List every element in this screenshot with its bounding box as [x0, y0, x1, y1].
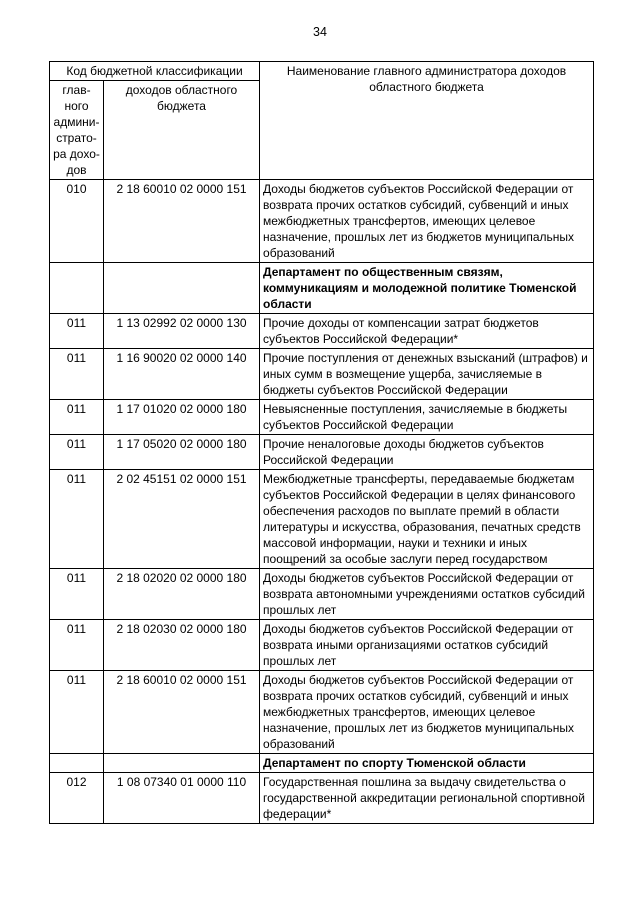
- table-row: [50, 671, 594, 754]
- cell-income-name: Доходы бюджетов субъектов Российской Федерации от возврата прочих остатков субсидий, субвенций и иных межбюджетных трансфертов, имеющих целевое назначение, прошлых лет из бюджетов муниципальных образований: [260, 180, 594, 263]
- header-regional-budget-income: доходов областного бюджета: [104, 81, 260, 180]
- cell-income-code: 2 18 60010 02 0000 151: [104, 671, 260, 754]
- cell-income-name: Прочие поступления от денежных взысканий (штрафов) и иных сумм в возмещение ущерба, зачисляемые в бюджеты субъектов Российской Федерации: [260, 349, 594, 400]
- table-row: [50, 349, 594, 400]
- cell-income-code: 2 02 45151 02 0000 151: [104, 470, 260, 569]
- cell-income-name: Прочие неналоговые доходы бюджетов субъектов Российской Федерации: [260, 435, 594, 470]
- cell-administrator-code: 011: [50, 435, 104, 470]
- table-row: [50, 435, 594, 470]
- table-row: [50, 773, 594, 824]
- header-chief-administrator: глав-ного админи-страто-ра дохо-дов: [50, 81, 104, 180]
- cell-income-name: Прочие доходы от компенсации затрат бюджетов субъектов Российской Федерации*: [260, 314, 594, 349]
- header-budget-classification-code: Код бюджетной классификации: [50, 62, 260, 81]
- table-row: [50, 620, 594, 671]
- budget-classification-table: [49, 61, 594, 824]
- cell-income-name: Государственная пошлина за выдачу свидетельства о государственной аккредитации региональной спортивной федерации*: [260, 773, 594, 824]
- table-row: [50, 569, 594, 620]
- cell-income-name: Невыясненные поступления, зачисляемые в бюджеты субъектов Российской Федерации: [260, 400, 594, 435]
- cell-administrator-code: 011: [50, 620, 104, 671]
- cell-administrator-code: 011: [50, 314, 104, 349]
- header-administrator-name: Наименование главного администратора доходов областного бюджета: [260, 62, 594, 180]
- cell-department-name: Департамент по спорту Тюменской области: [260, 754, 594, 773]
- cell-administrator-code: 012: [50, 773, 104, 824]
- cell-income-code: 1 08 07340 01 0000 110: [104, 773, 260, 824]
- table-row: [50, 180, 594, 263]
- table-body: [50, 180, 594, 824]
- table-row: [50, 314, 594, 349]
- table-row: [50, 400, 594, 435]
- cell-administrator-code: 011: [50, 400, 104, 435]
- table-header-row: [50, 62, 594, 81]
- cell-administrator-code: 011: [50, 349, 104, 400]
- table-row: [50, 470, 594, 569]
- cell-administrator-code: [50, 754, 104, 773]
- cell-income-name: Доходы бюджетов субъектов Российской Федерации от возврата иными организациями остатков субсидий прошлых лет: [260, 620, 594, 671]
- cell-income-code: [104, 263, 260, 314]
- cell-income-name: Доходы бюджетов субъектов Российской Федерации от возврата автономными учреждениями остатков субсидий прошлых лет: [260, 569, 594, 620]
- cell-income-name: Межбюджетные трансферты, передаваемые бюджетам субъектов Российской Федерации в целях финансового обеспечения расходов по выплате премий в области литературы и искусства, образования, печатных средств массовой информации, науки и техники и иных поощрений за особые заслуги перед государством: [260, 470, 594, 569]
- cell-administrator-code: 011: [50, 569, 104, 620]
- cell-income-code: [104, 754, 260, 773]
- cell-income-code: 2 18 02020 02 0000 180: [104, 569, 260, 620]
- cell-administrator-code: 011: [50, 470, 104, 569]
- cell-income-code: 2 18 60010 02 0000 151: [104, 180, 260, 263]
- cell-administrator-code: [50, 263, 104, 314]
- section-row: [50, 263, 594, 314]
- cell-income-code: 1 16 90020 02 0000 140: [104, 349, 260, 400]
- page-number: 34: [313, 25, 327, 39]
- cell-administrator-code: 010: [50, 180, 104, 263]
- cell-income-code: 2 18 02030 02 0000 180: [104, 620, 260, 671]
- cell-department-name: Департамент по общественным связям, коммуникациям и молодежной политике Тюменской области: [260, 263, 594, 314]
- cell-administrator-code: 011: [50, 671, 104, 754]
- section-row: [50, 754, 594, 773]
- cell-income-code: 1 17 01020 02 0000 180: [104, 400, 260, 435]
- cell-income-code: 1 17 05020 02 0000 180: [104, 435, 260, 470]
- cell-income-code: 1 13 02992 02 0000 130: [104, 314, 260, 349]
- cell-income-name: Доходы бюджетов субъектов Российской Федерации от возврата прочих остатков субсидий, субвенций и иных межбюджетных трансфертов, имеющих целевое назначение, прошлых лет из бюджетов муниципальных образований: [260, 671, 594, 754]
